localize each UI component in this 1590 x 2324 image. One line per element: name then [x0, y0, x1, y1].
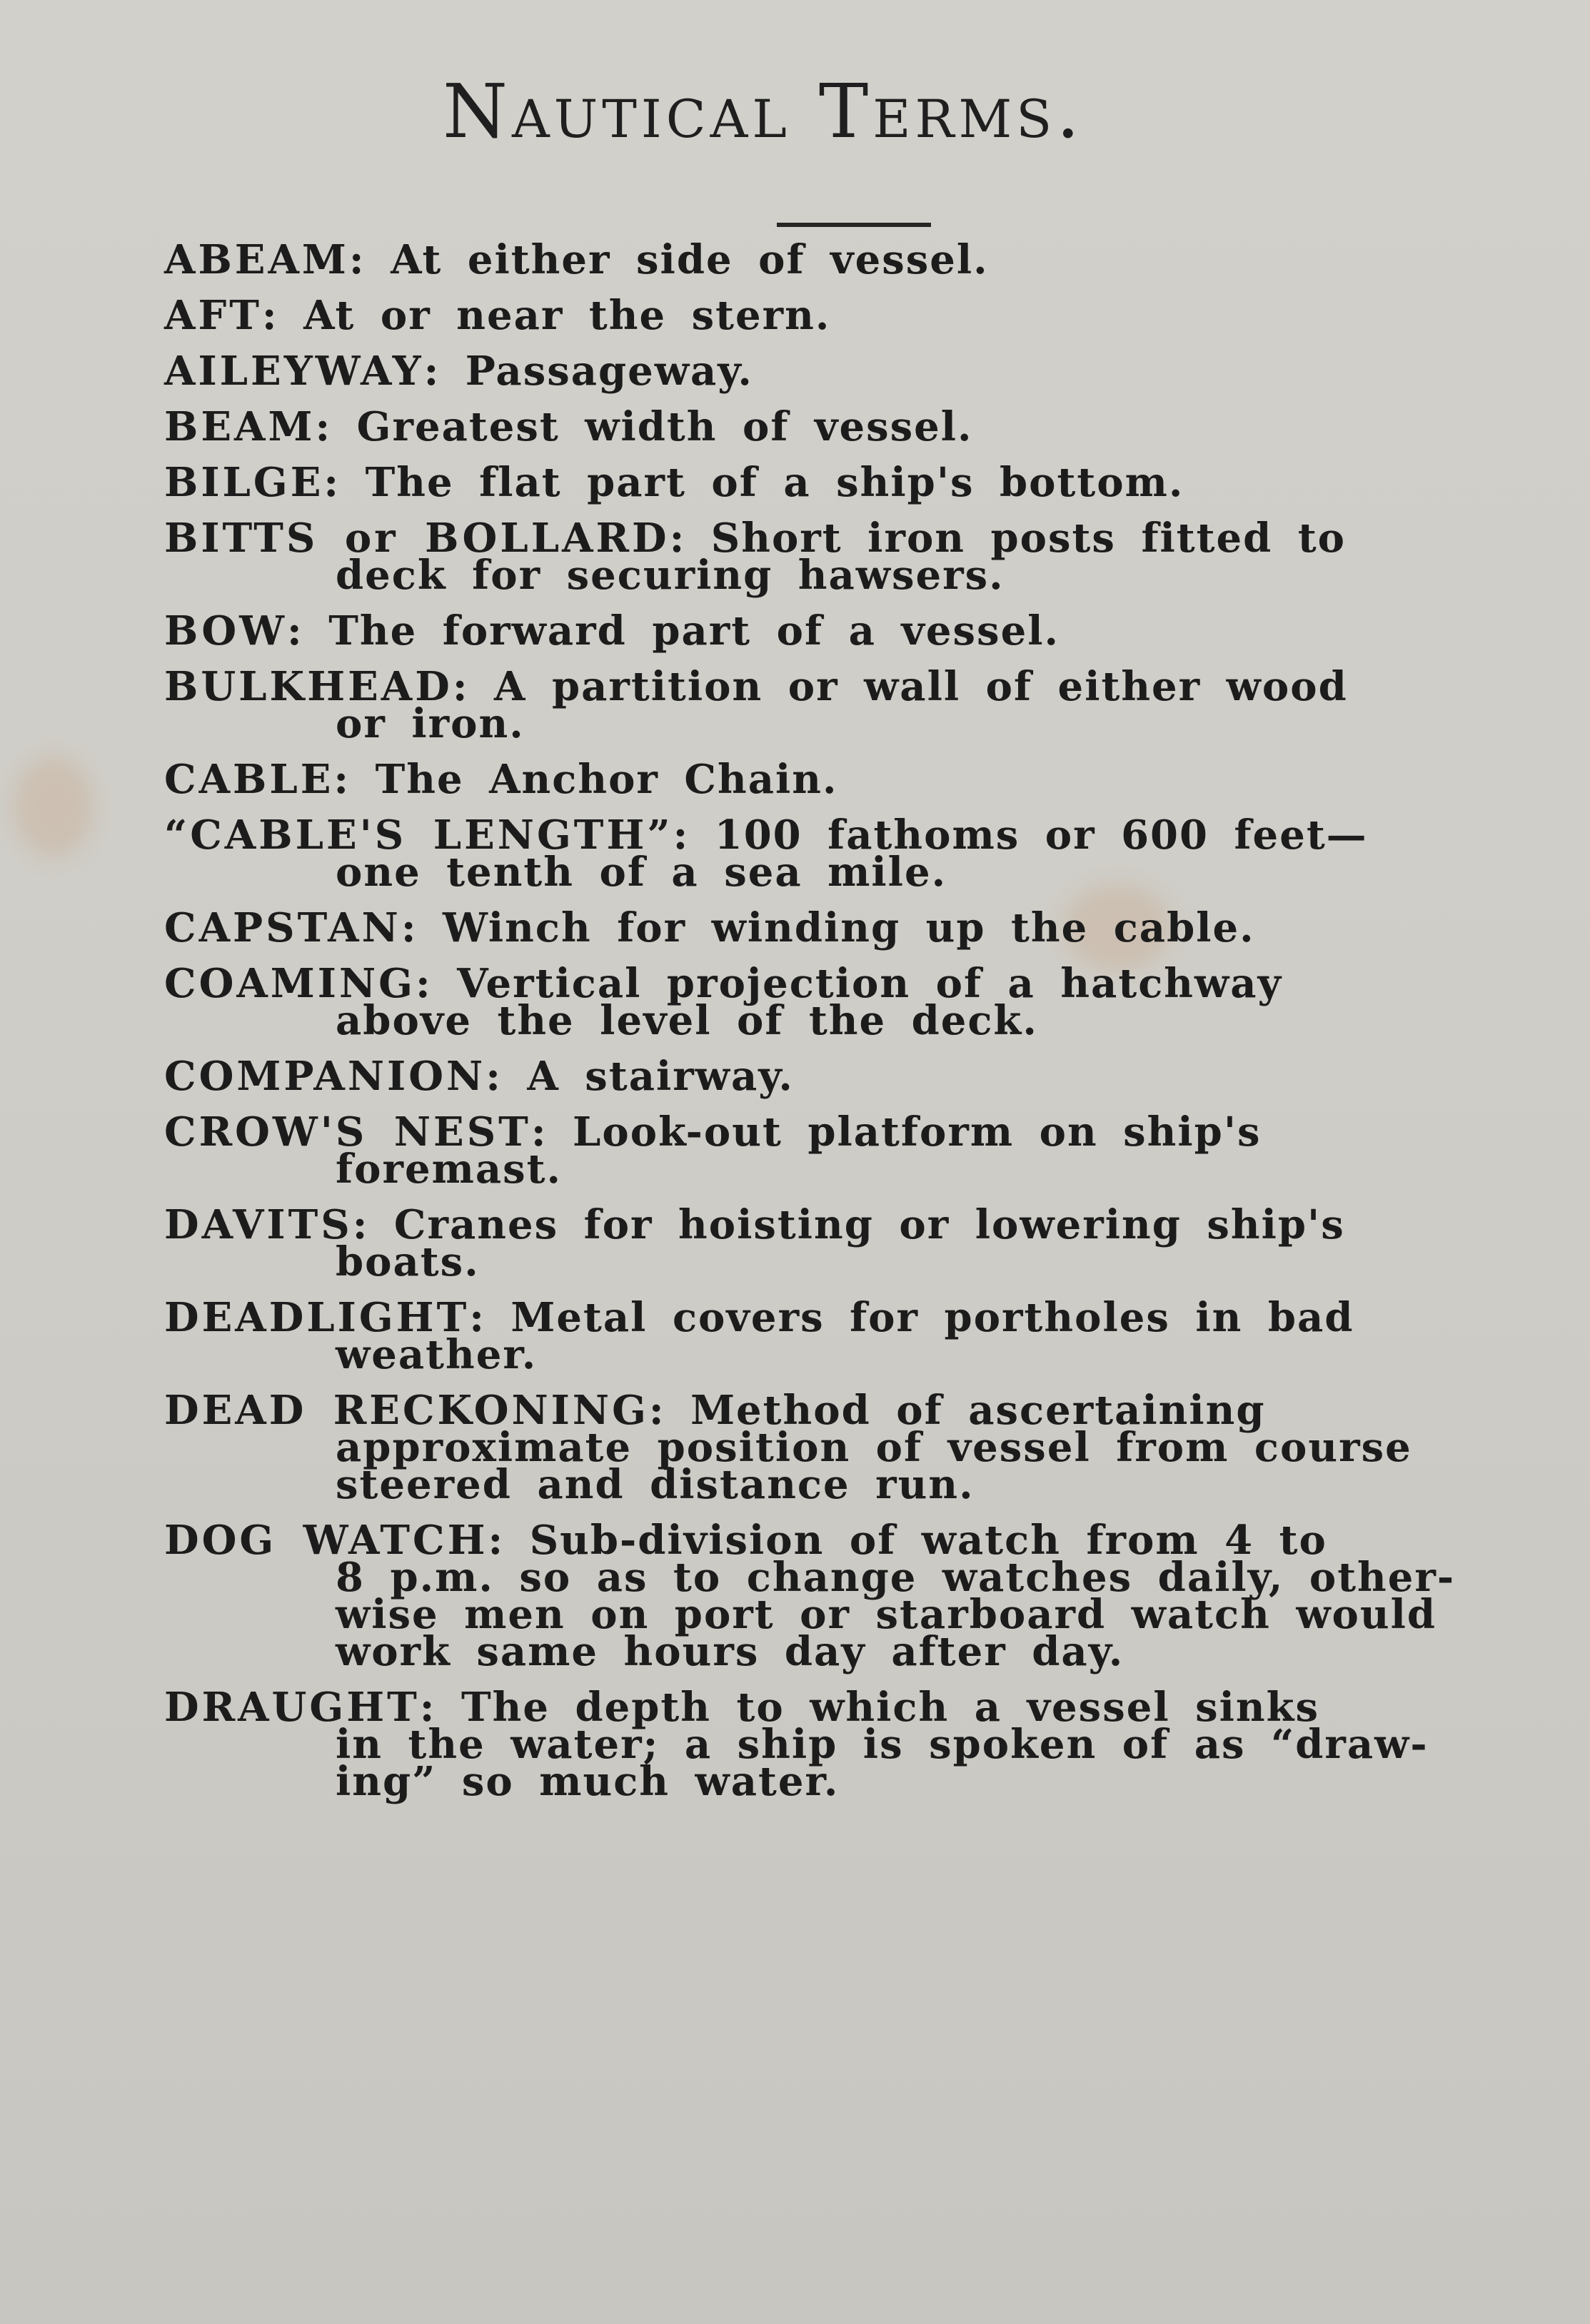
glossary-entry [164, 1108, 1478, 1193]
entry-definition: The depth to which a vessel sinks [461, 1684, 1319, 1731]
entry-definition: Method of ascertaining [690, 1387, 1266, 1434]
entry-separator: : [648, 1387, 665, 1434]
entry-term: CAPSTAN [164, 904, 401, 951]
entry-separator: : [485, 1053, 502, 1100]
entry-term: CABLE [164, 756, 334, 803]
entry-term: AFT [164, 292, 262, 339]
entry-term: BOW [164, 607, 288, 655]
foxing-stain [14, 757, 93, 857]
entry-definition: Vertical projection of a hatchway [457, 960, 1283, 1007]
entry-term: CROW'S NEST [164, 1108, 531, 1156]
entry-term: “CABLE'S LENGTH” [164, 812, 673, 859]
entry-term: DEAD RECKONING [164, 1387, 649, 1434]
entry-definition: Short iron posts fitted to [710, 515, 1347, 562]
entry-definition: Greatest width of vessel. [356, 403, 973, 450]
entry-definition: At either side of vessel. [391, 236, 989, 283]
entry-separator: : [488, 1517, 505, 1564]
entry-separator: : [261, 292, 278, 339]
entry-definition-continued: weather. [336, 1331, 538, 1378]
glossary-entry [164, 1387, 1478, 1508]
entry-definition-continued: foremast. [336, 1146, 563, 1193]
glossary-entry [164, 663, 1478, 747]
entry-definition: The Anchor Chain. [375, 756, 838, 803]
entry-definition: The flat part of a ship's bottom. [365, 459, 1184, 506]
entry-definition-continued: steered and distance run. [336, 1461, 975, 1508]
glossary-entry [164, 756, 1478, 803]
entry-term: COMPANION [164, 1053, 486, 1100]
glossary-entry [164, 459, 1478, 506]
entry-definition-continued: deck for securing hawsers. [336, 552, 1005, 599]
entry-definition-continued: in the water; a ship is spoken of as “draw- [336, 1721, 1429, 1768]
glossary-entry [164, 292, 1478, 339]
entry-separator: : [530, 1108, 548, 1156]
entry-definition: Look-out platform on ship's [573, 1108, 1262, 1156]
glossary-entry [164, 1294, 1478, 1378]
glossary-list [164, 236, 1478, 1819]
entry-term: AILEYWAY [164, 348, 424, 395]
entry-definition-continued: boats. [336, 1238, 480, 1285]
entry-definition-continued: approximate position of vessel from course [336, 1424, 1412, 1471]
entry-separator: : [452, 663, 469, 710]
glossary-entry [164, 812, 1478, 896]
entry-term: BILGE [164, 459, 324, 506]
entry-term: DEADLIGHT [164, 1294, 470, 1341]
entry-definition: Cranes for hoisting or lowering ship's [393, 1201, 1345, 1248]
entry-definition: A partition or wall of either wood [494, 663, 1348, 710]
entry-term: BEAM [164, 403, 316, 450]
glossary-entry [164, 403, 1478, 450]
entry-definition: At or near the stern. [303, 292, 831, 339]
entry-separator: : [669, 515, 686, 562]
title-rule [777, 223, 931, 227]
entry-separator: : [352, 1201, 369, 1248]
entry-term: BULKHEAD [164, 663, 453, 710]
entry-separator: : [315, 403, 332, 450]
entry-definition-continued: ing” so much water. [336, 1758, 840, 1805]
page-title: Nautical Terms. [443, 68, 1085, 155]
entry-definition: Sub-division of watch from 4 to [529, 1517, 1327, 1564]
entry-separator: : [287, 607, 303, 655]
glossary-entry [164, 904, 1478, 951]
entry-definition-continued: work same hours day after day. [336, 1628, 1124, 1675]
entry-term: COAMING [164, 960, 416, 1007]
entry-definition: Passageway. [465, 348, 753, 395]
entry-definition: The forward part of a vessel. [328, 607, 1060, 655]
glossary-entry [164, 1517, 1478, 1675]
entry-term: DRAUGHT [164, 1684, 420, 1731]
entry-separator: : [333, 756, 351, 803]
entry-separator: : [323, 459, 341, 506]
glossary-entry [164, 960, 1478, 1044]
entry-separator: : [416, 960, 432, 1007]
entry-term: DOG WATCH [164, 1517, 488, 1564]
entry-separator: : [401, 904, 418, 951]
entry-definition: A stairway. [527, 1053, 794, 1100]
entry-term: DAVITS [164, 1201, 353, 1248]
entry-separator: : [469, 1294, 485, 1341]
entry-separator: : [419, 1684, 436, 1731]
entry-term: ABEAM [164, 236, 349, 283]
entry-definition-continued: one tenth of a sea mile. [336, 849, 947, 896]
glossary-entry [164, 1053, 1478, 1100]
entry-separator: : [673, 812, 690, 859]
entry-term: BITTS or BOLLARD [164, 515, 670, 562]
entry-definition: Metal covers for portholes in bad [510, 1294, 1354, 1341]
entry-definition-continued: above the level of the deck. [336, 997, 1038, 1044]
entry-definition-continued: wise men on port or starboard watch would [336, 1591, 1437, 1638]
entry-separator: : [348, 236, 366, 283]
glossary-entry [164, 1201, 1478, 1285]
glossary-entry [164, 236, 1478, 283]
glossary-entry [164, 1684, 1478, 1805]
entry-definition-continued: 8 p.m. so as to change watches daily, other- [336, 1554, 1456, 1601]
entry-definition-continued: or iron. [336, 700, 525, 747]
entry-definition: Winch for winding up the cable. [443, 904, 1255, 951]
glossary-entry [164, 515, 1478, 599]
glossary-entry [164, 607, 1478, 655]
entry-definition: 100 fathoms or 600 feet— [714, 812, 1368, 859]
glossary-entry [164, 348, 1478, 395]
entry-separator: : [423, 348, 441, 395]
